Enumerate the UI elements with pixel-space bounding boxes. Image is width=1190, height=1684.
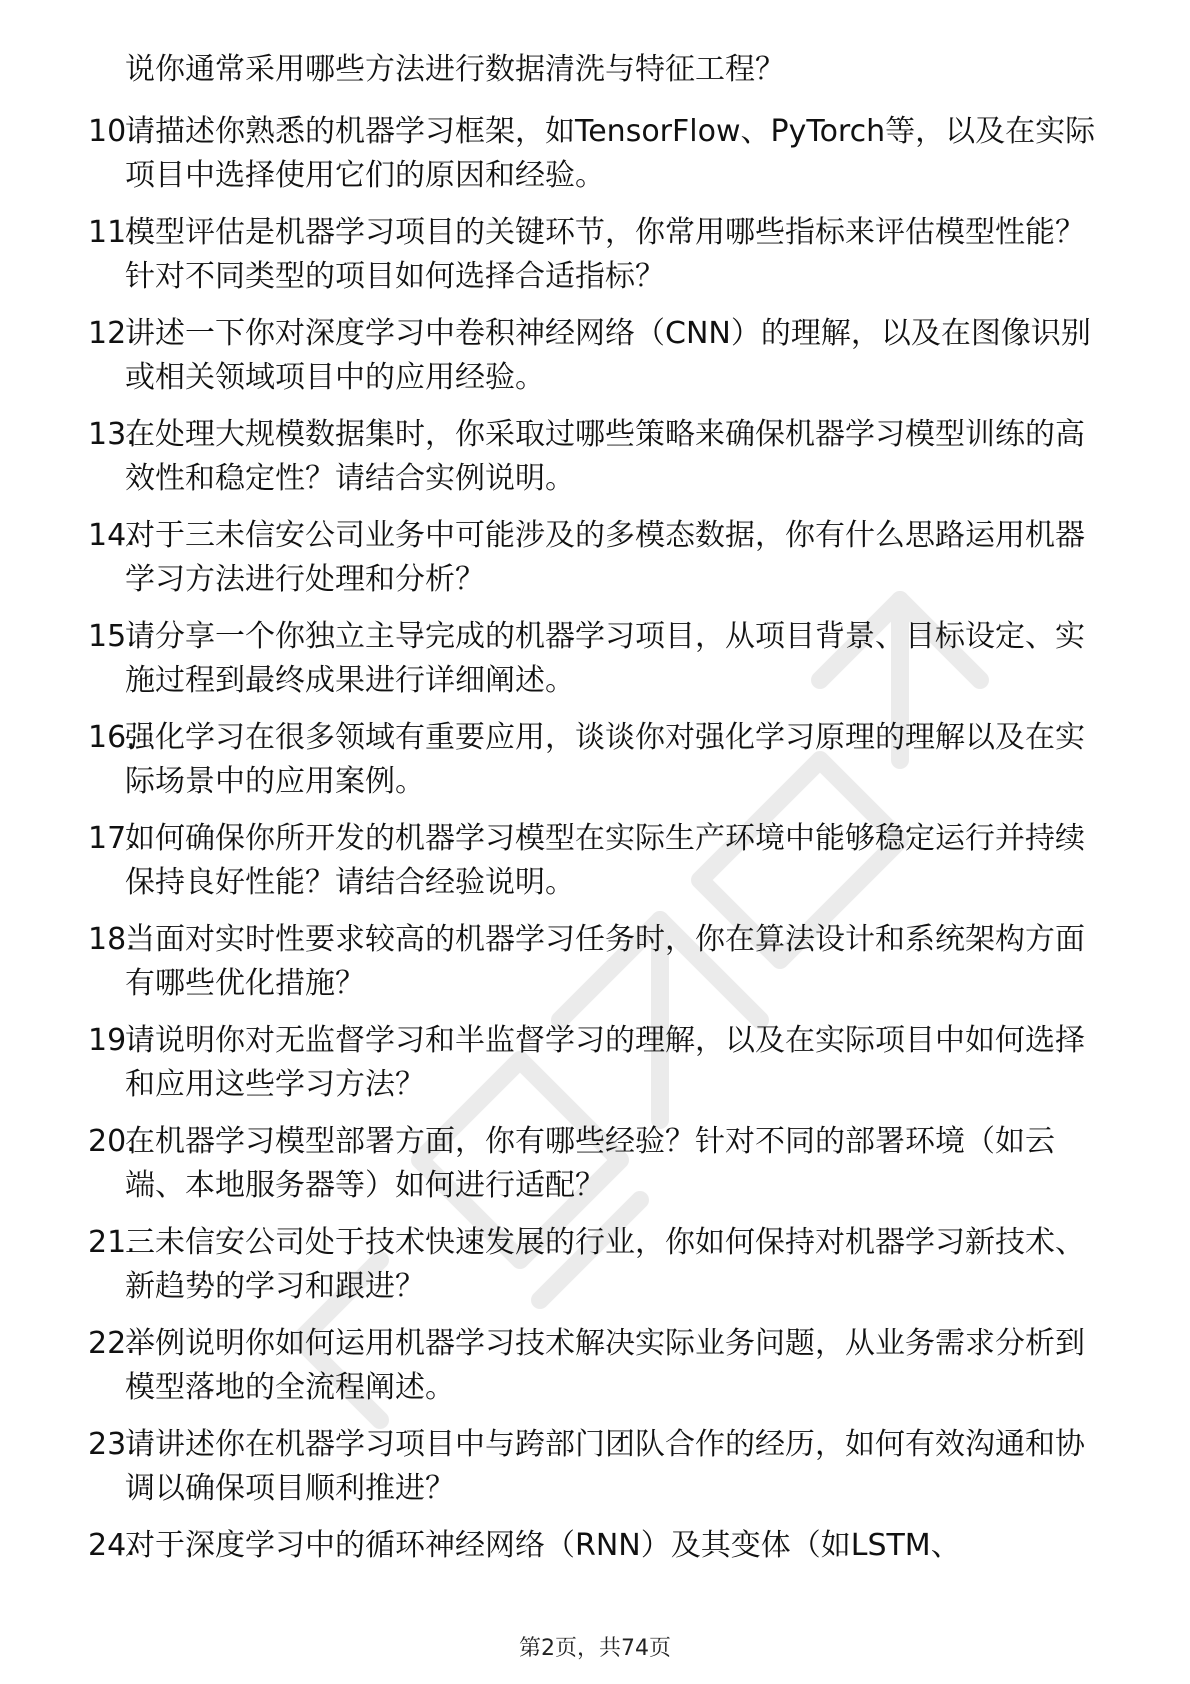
question-item xyxy=(88,1221,1112,1309)
question-item xyxy=(88,615,1112,703)
question-list xyxy=(88,110,1112,1568)
question-text: 当面对实时性要求较高的机器学习任务时，你在算法设计和系统架构方面有哪些优化措施？ xyxy=(125,922,1085,1001)
question-item xyxy=(88,1322,1112,1410)
question-text: 在机器学习模型部署方面，你有哪些经验？针对不同的部署环境（如云端、本地服务器等）如何进行适配？ xyxy=(125,1124,1055,1203)
question-text: 模型评估是机器学习项目的关键环节，你常用哪些指标来评估模型性能？针对不同类型的项目如何选择合适指标？ xyxy=(125,215,1085,294)
question-item xyxy=(88,211,1112,299)
question-text: 请说明你对无监督学习和半监督学习的理解，以及在实际项目中如何选择和应用这些学习方法？ xyxy=(125,1023,1085,1102)
question-number: 13. xyxy=(88,417,136,452)
question-item xyxy=(88,716,1112,804)
question-number: 21. xyxy=(88,1225,136,1260)
question-number: 12. xyxy=(88,316,136,351)
question-text: 请描述你熟悉的机器学习框架，如TensorFlow、PyTorch等，以及在实际项目中选择使用它们的原因和经验。 xyxy=(125,114,1096,193)
question-item xyxy=(88,1120,1112,1208)
question-number: 15. xyxy=(88,619,136,654)
question-text: 讲述一下你对深度学习中卷积神经网络（CNN）的理解，以及在图像识别或相关领域项目中的应用经验。 xyxy=(125,316,1091,395)
question-text: 请分享一个你独立主导完成的机器学习项目，从项目背景、目标设定、实施过程到最终成果进行详细阐述。 xyxy=(125,619,1085,698)
question-number: 20. xyxy=(88,1124,136,1159)
question-text: 如何确保你所开发的机器学习模型在实际生产环境中能够稳定运行并持续保持良好性能？请结合经验说明。 xyxy=(125,821,1085,900)
question-number: 14. xyxy=(88,518,136,553)
question-text: 对于深度学习中的循环神经网络（RNN）及其变体（如LSTM、 xyxy=(125,1528,961,1563)
question-text: 对于三未信安公司业务中可能涉及的多模态数据，你有什么思路运用机器学习方法进行处理和分析？ xyxy=(125,518,1085,597)
question-item xyxy=(88,918,1112,1006)
page-footer: 第2页，共74页 xyxy=(519,1636,671,1661)
question-number: 22. xyxy=(88,1326,136,1361)
question-item xyxy=(88,1019,1112,1107)
question-item xyxy=(88,312,1112,400)
question-number: 11. xyxy=(88,215,136,250)
question-number: 19. xyxy=(88,1023,136,1058)
question-text: 三未信安公司处于技术快速发展的行业，你如何保持对机器学习新技术、新趋势的学习和跟进？ xyxy=(125,1225,1085,1304)
question-item xyxy=(88,1423,1112,1511)
question-item xyxy=(88,413,1112,501)
question-text: 举例说明你如何运用机器学习技术解决实际业务问题，从业务需求分析到模型落地的全流程阐述。 xyxy=(125,1326,1085,1405)
question-number: 17. xyxy=(88,821,136,856)
question-item xyxy=(88,1524,1112,1568)
question-number: 10. xyxy=(88,114,136,149)
question-item xyxy=(88,110,1112,198)
question-item xyxy=(88,514,1112,602)
continuation-text: 说你通常采用哪些方法进行数据清洗与特征工程？ xyxy=(125,52,785,87)
question-text: 请讲述你在机器学习项目中与跨部门团队合作的经历，如何有效沟通和协调以确保项目顺利推进？ xyxy=(125,1427,1085,1506)
question-item xyxy=(88,817,1112,905)
question-number: 16. xyxy=(88,720,136,755)
question-number: 23. xyxy=(88,1427,136,1462)
question-text: 强化学习在很多领域有重要应用，谈谈你对强化学习原理的理解以及在实际场景中的应用案例。 xyxy=(125,720,1085,799)
document-body xyxy=(88,48,1112,1581)
question-number: 24. xyxy=(88,1528,136,1563)
question-text: 在处理大规模数据集时，你采取过哪些策略来确保机器学习模型训练的高效性和稳定性？请结合实例说明。 xyxy=(125,417,1085,496)
question-number: 18. xyxy=(88,922,136,957)
